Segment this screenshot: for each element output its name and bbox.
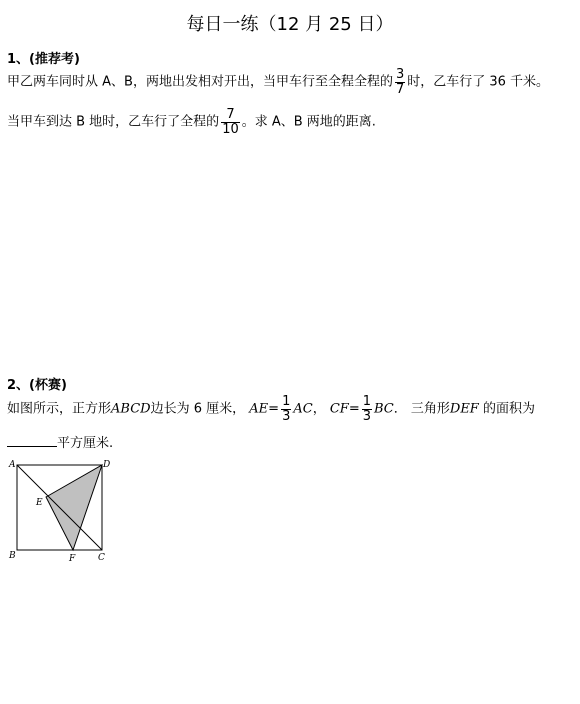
segment-bc: BC [374,401,394,417]
separator: ， [312,401,326,417]
question-1-line-2 [7,108,376,136]
q1-text-2a: 当甲车到达 B 地时，乙车行了全程的 [7,114,220,130]
question-2-line-2 [7,432,113,451]
fraction-numerator: 3 [395,67,405,82]
label-f: F [69,554,76,564]
label-e: E [36,498,43,508]
fraction-3-7 [395,68,405,96]
q2-text-1: 如图所示，正方形 [7,401,112,417]
q1-text-1a: 甲乙两车同时从 A、B，两地出发相对开出，当甲车行至全程全程的 [7,74,393,90]
fraction-numerator: 7 [226,107,235,122]
square-name: ABCD [111,401,151,417]
segment-cf: CF [329,401,349,417]
equals-sign: = [348,401,360,417]
equals-sign: = [268,401,280,417]
q2-text-5: 平方厘米. [57,436,114,451]
shaded-triangle-def [46,465,102,550]
fraction-1-3 [362,395,372,423]
fraction-1-3 [281,395,291,423]
label-c: C [98,553,105,563]
page-title: 每日一练（12 月 25 日） [186,14,394,35]
question-1-line-1 [7,68,549,96]
segment-ae: AE [249,401,269,417]
triangle-name: DEF [449,401,479,417]
fraction-denominator: 3 [282,408,291,424]
question-2-heading: 2、(杯赛) [7,378,67,393]
label-d: D [103,460,111,470]
fraction-denominator: 3 [362,408,371,424]
fraction-7-10 [221,108,240,136]
q1-text-2b: 。求 A、B 两地的距离. [241,114,376,130]
answer-blank[interactable] [7,434,57,447]
segment-ac: AC [293,401,313,417]
q2-text-4: 的面积为 [482,401,535,417]
question-2-line-1 [7,395,535,423]
q2-text-2: 边长为 6 厘米， [150,401,246,417]
fraction-denominator: 7 [395,81,405,97]
fraction-numerator: 1 [362,394,371,409]
fraction-numerator: 1 [282,394,291,409]
question-1-heading: 1、(推荐考) [7,52,80,67]
q2-text-3: ． 三角形 [393,401,450,417]
geometry-figure [4,456,116,568]
q1-text-1b: 时，乙车行了 36 千米。 [407,74,550,90]
fraction-denominator: 10 [222,121,239,137]
label-b: B [9,551,16,561]
label-a: A [9,460,16,470]
